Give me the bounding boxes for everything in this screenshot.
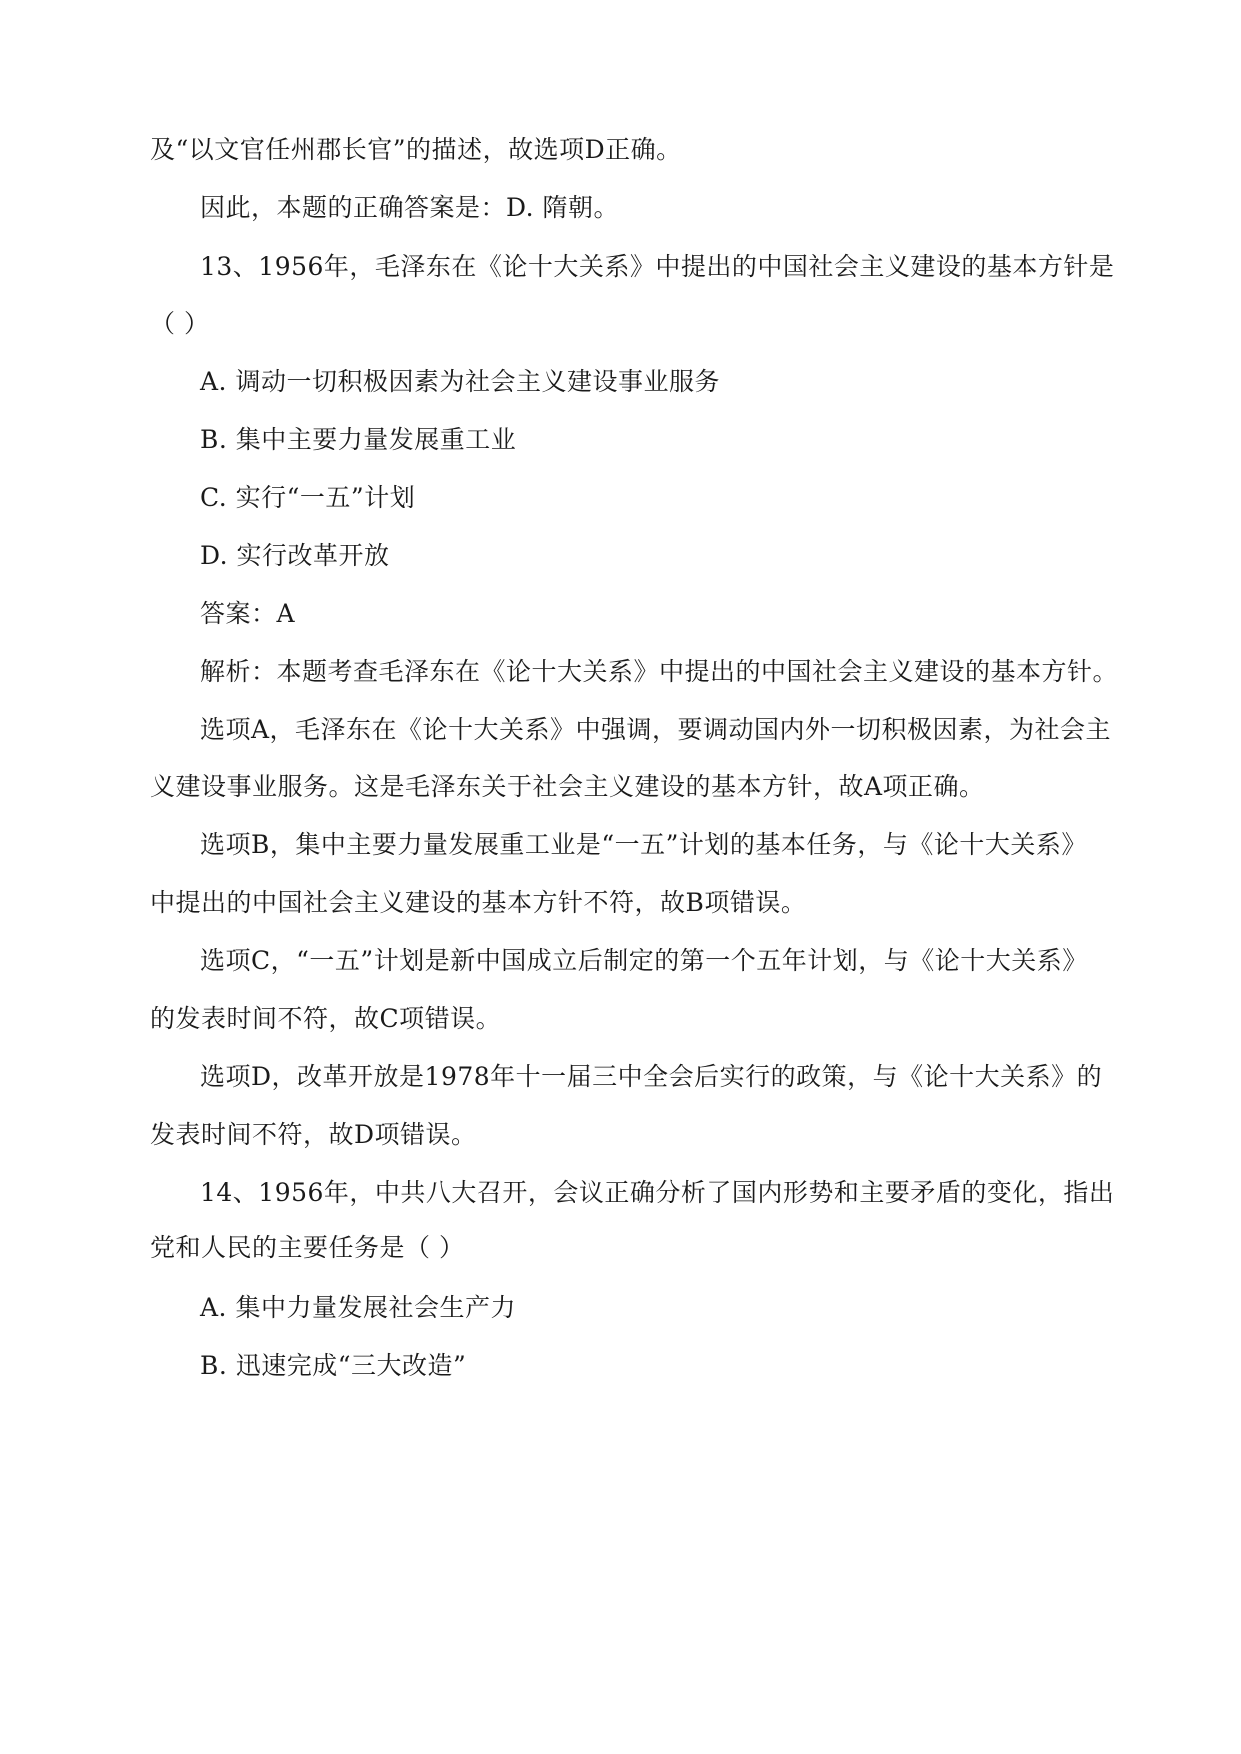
question-13-stem: 13、1956年，毛泽东在《论十大关系》中提出的中国社会主义建设的基本方针是 bbox=[200, 252, 1115, 281]
analysis-option-c-cont: 的发表时间不符，故C项错误。 bbox=[150, 1004, 502, 1033]
option-c: C. 实行“一五”计划 bbox=[200, 483, 416, 512]
answer: 答案：A bbox=[200, 599, 296, 628]
analysis-option-d: 选项D，改革开放是1978年十一届三中全会后实行的政策，与《论十大关系》的 bbox=[200, 1062, 1103, 1091]
option-a: A. 调动一切积极因素为社会主义建设事业服务 bbox=[200, 367, 720, 396]
analysis-option-d-cont: 发表时间不符，故D项错误。 bbox=[150, 1120, 477, 1149]
question-14-stem-cont: 党和人民的主要任务是（ ） bbox=[150, 1233, 465, 1262]
text-line: 及“以文官任州郡长官”的描述，故选项D正确。 bbox=[150, 135, 682, 164]
analysis-option-b: 选项B，集中主要力量发展重工业是“一五”计划的基本任务，与《论十大关系》 bbox=[200, 830, 1087, 859]
analysis-option-a-cont: 义建设事业服务。这是毛泽东关于社会主义建设的基本方针，故A项正确。 bbox=[150, 772, 985, 801]
analysis-option-a: 选项A，毛泽东在《论十大关系》中强调，要调动国内外一切积极因素，为社会主 bbox=[200, 715, 1112, 744]
option-b: B. 集中主要力量发展重工业 bbox=[200, 425, 517, 454]
analysis-option-c: 选项C，“一五”计划是新中国成立后制定的第一个五年计划，与《论十大关系》 bbox=[200, 946, 1088, 975]
text-line: 因此，本题的正确答案是：D. 隋朝。 bbox=[200, 193, 620, 222]
question-14-stem: 14、1956年，中共八大召开，会议正确分析了国内形势和主要矛盾的变化，指出 bbox=[200, 1178, 1115, 1207]
question-13-blank: （ ） bbox=[150, 309, 210, 338]
option-a: A. 集中力量发展社会生产力 bbox=[200, 1293, 516, 1322]
analysis: 解析：本题考查毛泽东在《论十大关系》中提出的中国社会主义建设的基本方针。 bbox=[200, 657, 1119, 686]
analysis-option-b-cont: 中提出的中国社会主义建设的基本方针不符，故B项错误。 bbox=[150, 888, 807, 917]
option-d: D. 实行改革开放 bbox=[200, 541, 390, 570]
option-b: B. 迅速完成“三大改造” bbox=[200, 1351, 467, 1380]
